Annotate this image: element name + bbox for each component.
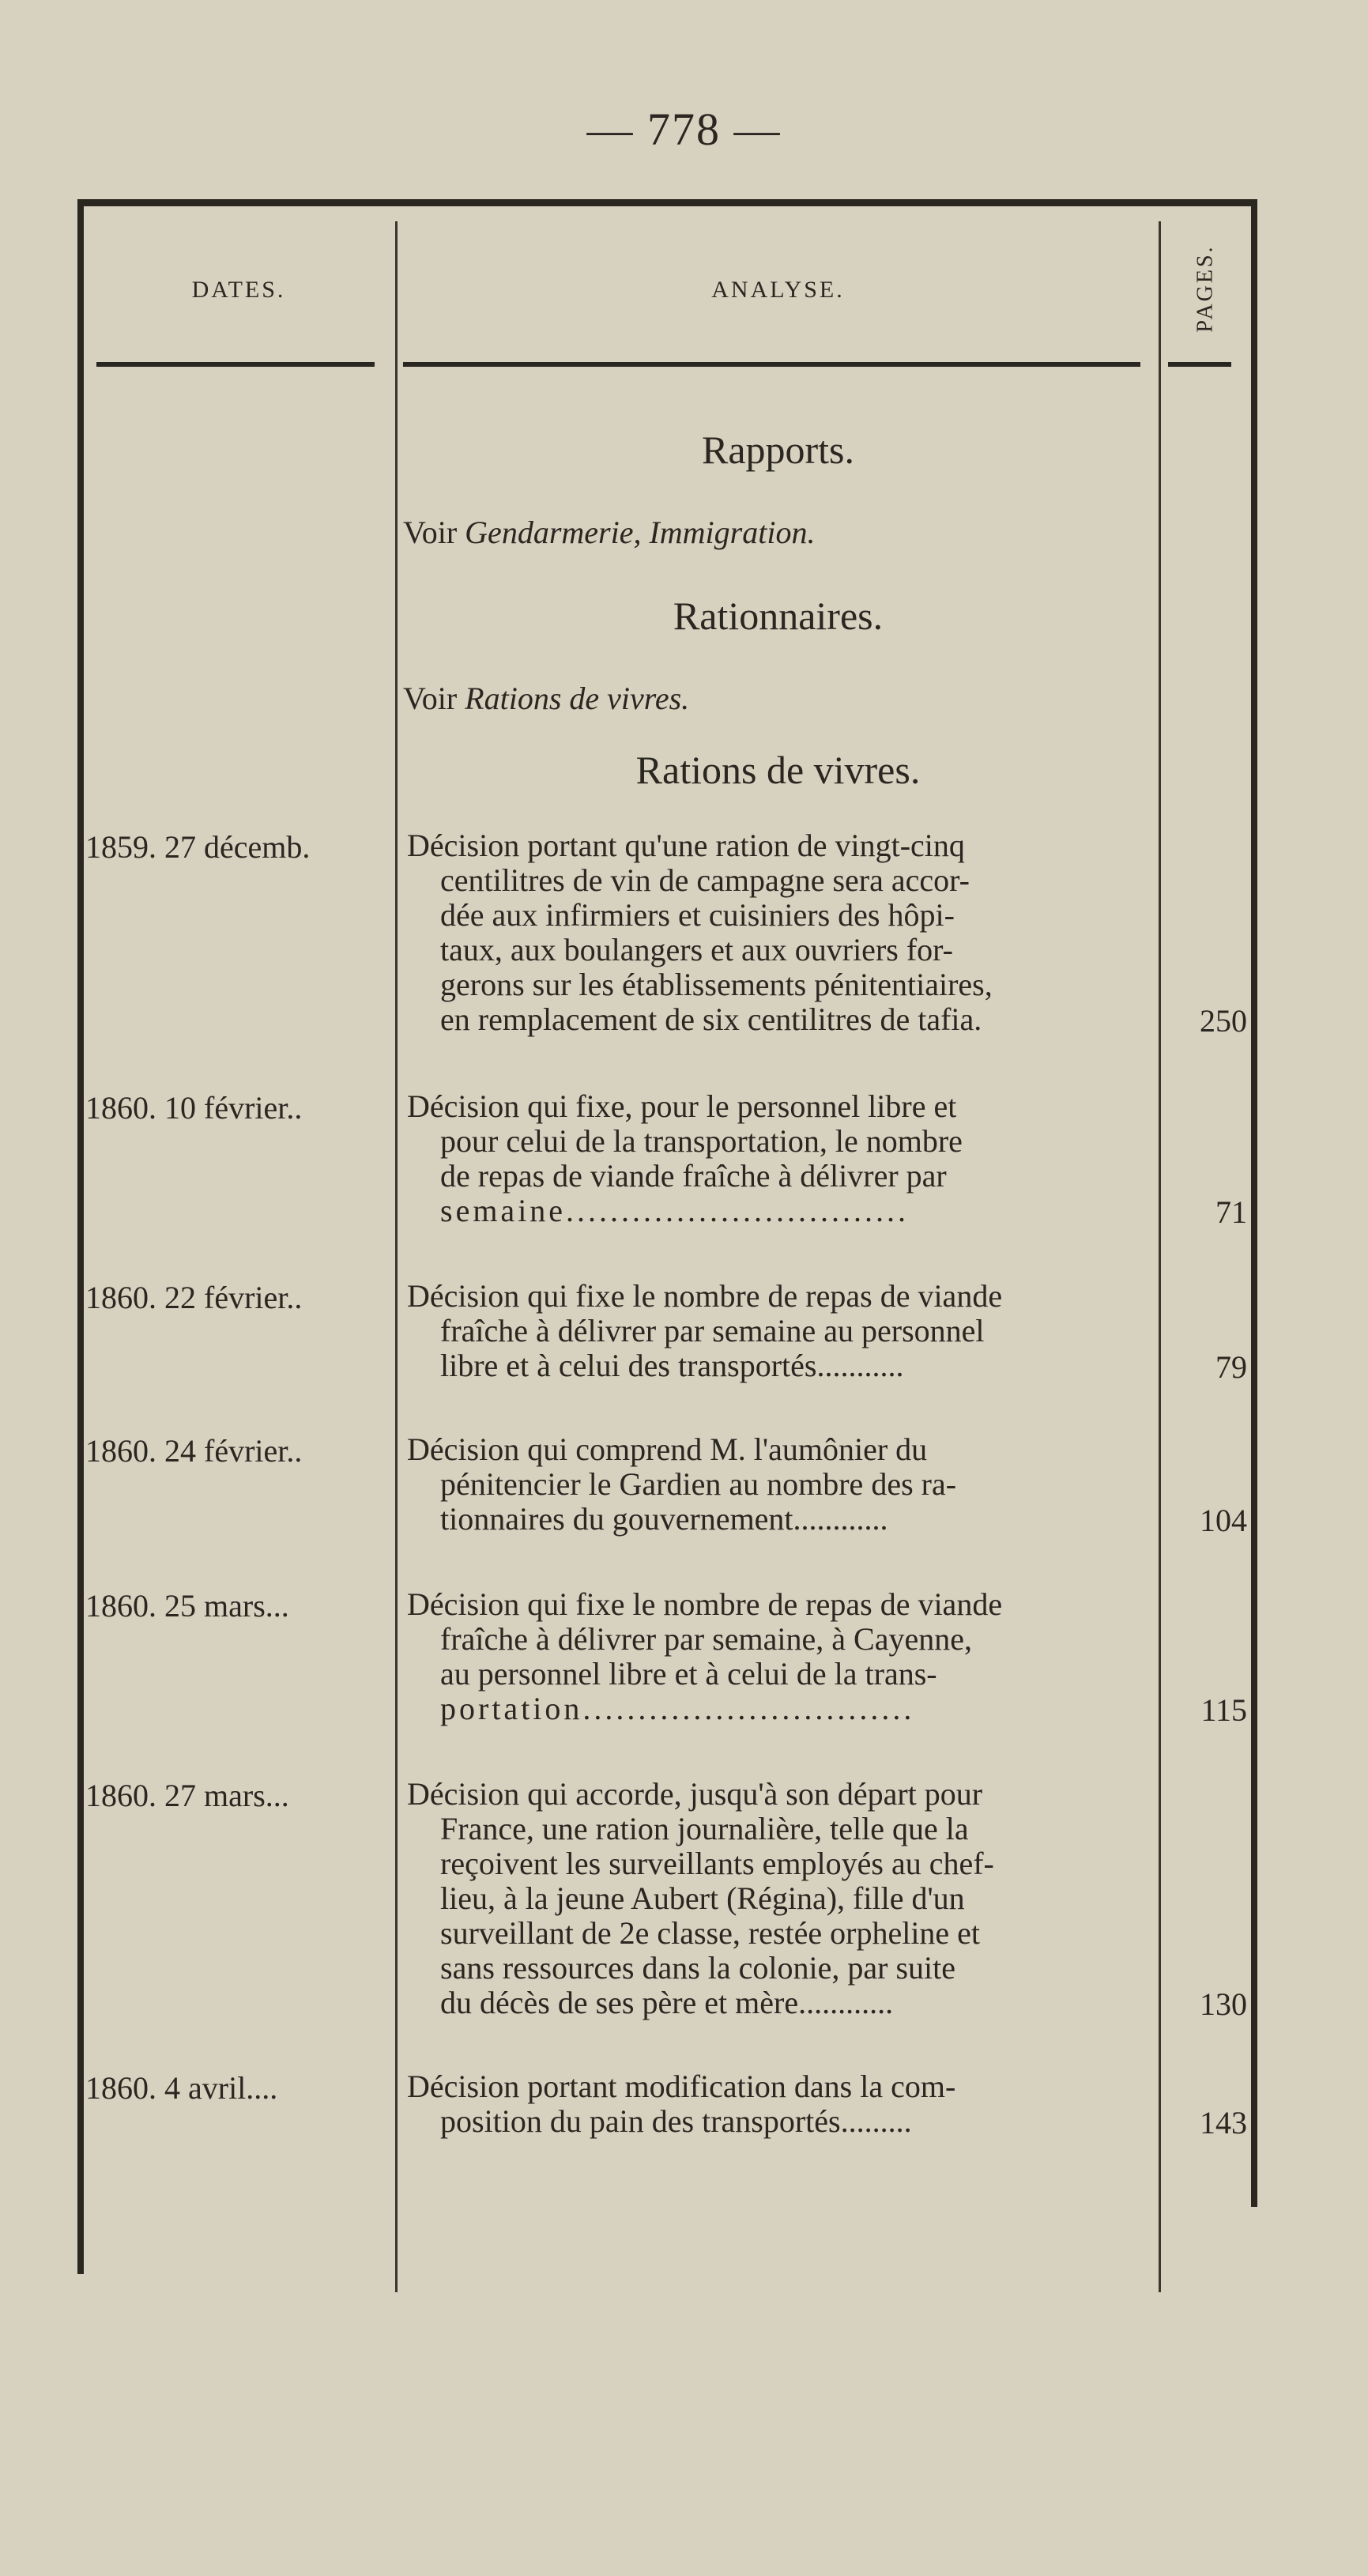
- entry-page: 143: [1200, 2105, 1247, 2140]
- entry-line: portation..............................: [440, 1691, 915, 1726]
- entry-analysis: [407, 1432, 1146, 1537]
- voir-reference-rationnaires: [403, 680, 689, 717]
- entry-date: 1860. 22 février..: [85, 1280, 303, 1315]
- entry-line: Décision qui accorde, jusqu'à son départ pour: [407, 1776, 983, 1812]
- entry-line: de repas de viande fraîche à délivrer par: [440, 1158, 947, 1194]
- voir-refs: Gendarmerie, Immigration.: [465, 515, 816, 550]
- entry-page: 79: [1215, 1349, 1247, 1385]
- entry-line: position du pain des transportés.........: [440, 2103, 912, 2139]
- entry-analysis: [407, 2069, 1146, 2139]
- page-number: — 778 —: [586, 104, 782, 155]
- entry-analysis: [407, 1279, 1146, 1383]
- section-heading-rations-de-vivres: Rations de vivres.: [635, 748, 921, 792]
- entry-date: 1860. 24 février..: [85, 1433, 303, 1469]
- entry-page: 250: [1200, 1003, 1247, 1039]
- entry-line: lieu, à la jeune Aubert (Régina), fille d'un: [440, 1880, 965, 1916]
- entry-line: reçoivent les surveillants employés au chef-: [440, 1846, 994, 1881]
- entry-line: semaine...............................: [440, 1193, 910, 1228]
- voir-reference-rapports: [403, 514, 815, 551]
- entry-line: Décision portant qu'une ration de vingt-cinq: [407, 828, 965, 863]
- header-underline-analyse: [403, 362, 1140, 367]
- entry-line: Décision qui fixe, pour le personnel libre et: [407, 1088, 957, 1124]
- entry-line: France, une ration journalière, telle que la: [440, 1811, 969, 1846]
- entry-analysis: [407, 828, 1146, 1037]
- column-header-analyse: ANALYSE.: [711, 277, 845, 303]
- entry-page: 115: [1200, 1692, 1247, 1728]
- voir-refs: Rations de vivres.: [465, 681, 690, 716]
- entry-date: 1860. 10 février..: [85, 1090, 303, 1126]
- entry-page: 130: [1200, 1986, 1247, 2022]
- entry-page: 104: [1200, 1503, 1247, 1538]
- table-top-rule: [77, 199, 1257, 206]
- section-heading-rapports: Rapports.: [701, 428, 855, 472]
- entry-analysis: [407, 1777, 1146, 2020]
- entry-line: fraîche à délivrer par semaine, à Cayenne,: [440, 1621, 972, 1657]
- entry-date: 1860. 4 avril....: [85, 2070, 278, 2106]
- column-divider-dates: [395, 221, 398, 2292]
- voir-prefix: Voir: [403, 681, 458, 716]
- entry-page: 71: [1215, 1194, 1247, 1230]
- entry-line: Décision qui fixe le nombre de repas de viande: [407, 1278, 1003, 1314]
- entry-line: surveillant de 2e classe, restée orpheline et: [440, 1915, 981, 1951]
- header-underline-pages: [1168, 362, 1231, 367]
- entry-line: dée aux infirmiers et cuisiniers des hôpi-: [440, 897, 955, 933]
- table-left-rule: [77, 199, 84, 2274]
- column-header-pages: [1162, 229, 1250, 348]
- table-right-rule: [1251, 199, 1257, 2207]
- entry-line: Décision qui comprend M. l'aumônier du: [407, 1431, 928, 1467]
- entry-line: pénitencier le Gardien au nombre des ra-: [440, 1466, 957, 1502]
- entry-line: fraîche à délivrer par semaine au personnel: [440, 1313, 985, 1348]
- entry-date: 1859. 27 décemb.: [85, 829, 311, 865]
- entry-line: du décès de ses père et mère............: [440, 1985, 894, 2020]
- entry-line: Décision portant modification dans la com-: [407, 2069, 956, 2104]
- column-divider-pages: [1159, 221, 1161, 2292]
- entry-line: Décision qui fixe le nombre de repas de viande: [407, 1586, 1003, 1622]
- entry-line: en remplacement de six centilitres de tafia.: [440, 1001, 982, 1037]
- column-header-pages-label: PAGES.: [1193, 244, 1218, 333]
- header-underline-dates: [96, 362, 375, 367]
- entry-line: libre et à celui des transportés...........: [440, 1348, 904, 1383]
- entry-date: 1860. 25 mars...: [85, 1588, 289, 1624]
- entry-analysis: [407, 1089, 1146, 1228]
- entry-line: pour celui de la transportation, le nombre: [440, 1123, 963, 1159]
- entry-analysis: [407, 1587, 1146, 1726]
- entry-line: gerons sur les établissements pénitentiaires,: [440, 967, 993, 1002]
- section-heading-rationnaires: Rationnaires.: [673, 594, 884, 638]
- entry-line: taux, aux boulangers et aux ouvriers for-: [440, 932, 953, 967]
- entry-date: 1860. 27 mars...: [85, 1778, 289, 1813]
- voir-prefix: Voir: [403, 515, 458, 550]
- entry-line: au personnel libre et à celui de la trans-: [440, 1656, 937, 1692]
- entry-line: tionnaires du gouvernement............: [440, 1501, 888, 1537]
- entry-line: sans ressources dans la colonie, par suite: [440, 1950, 956, 1986]
- entry-line: centilitres de vin de campagne sera accor-: [440, 862, 970, 898]
- column-header-dates: DATES.: [191, 277, 286, 303]
